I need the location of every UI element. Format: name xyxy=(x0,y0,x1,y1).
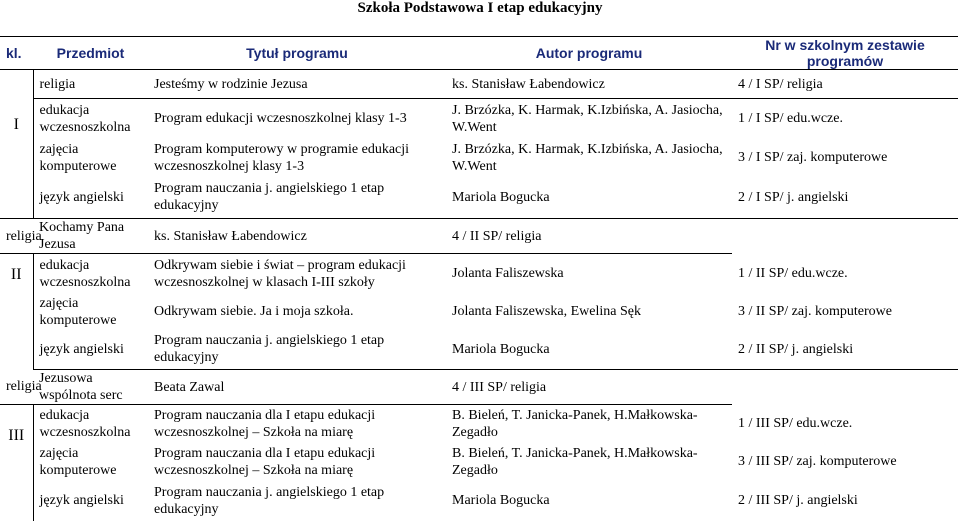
author-cell: Jolanta Faliszewska, Ewelina Sęk xyxy=(452,304,641,319)
title-cell: Odkrywam siebie. Ja i moja szkoła. xyxy=(154,304,354,319)
religion-row xyxy=(0,370,958,405)
author-cell: Beata Zawal xyxy=(148,370,446,405)
author-cell: Jolanta Faliszewska xyxy=(452,266,564,282)
number-cell: 2 / II SP/ j. angielski xyxy=(732,330,958,370)
subject-cell: edukacja wczesnoszkolna xyxy=(39,407,131,440)
class-label: III xyxy=(0,405,33,521)
table-row xyxy=(0,177,958,219)
table-row xyxy=(0,254,958,294)
table-row xyxy=(0,99,958,139)
author-cell: Mariola Bogucka xyxy=(446,330,732,370)
author-cell: B. Bieleń, T. Janicka-Panek, H.Małkowska-Zegadło xyxy=(452,407,698,440)
author-cell: ks. Stanisław Łabendowicz xyxy=(446,70,732,99)
author-cell: J. Brzózka, K. Harmak, K.Izbińska, A. Jasiocha, W.Went xyxy=(452,102,723,135)
subject-cell: religia xyxy=(0,219,33,254)
subject-cell: język angielski xyxy=(39,493,124,508)
number-cell: 3 / II SP/ zaj. komputerowe xyxy=(738,304,892,319)
header-subject: Przedmiot xyxy=(56,45,125,61)
title-cell: Program edukacji wczesnoszkolnej klasy 1-3 xyxy=(154,111,407,127)
number-cell: 3 / I SP/ zaj. komputerowe xyxy=(738,150,888,165)
author-cell: ks. Stanisław Łabendowicz xyxy=(148,219,446,254)
table-row xyxy=(0,443,958,481)
table-row xyxy=(0,139,958,177)
title-cell: Program nauczania dla I etapu edukacji wczesnoszkolnej – Szkoła na miarę xyxy=(154,445,376,478)
number-cell: 2 / I SP/ j. angielski xyxy=(732,177,958,219)
subject-cell: język angielski xyxy=(33,330,148,370)
religion-row xyxy=(0,219,958,254)
number-cell: 1 / I SP/ edu.wcze. xyxy=(738,111,843,127)
subject-cell: religia xyxy=(33,70,148,99)
class-label: I xyxy=(0,70,33,219)
table-row xyxy=(0,481,958,521)
author-cell: Mariola Bogucka xyxy=(446,177,732,219)
subject-cell: zajęcia komputerowe xyxy=(39,141,117,174)
subject-cell: zajęcia komputerowe xyxy=(39,295,117,328)
table-row xyxy=(0,330,958,370)
subject-cell: religia xyxy=(0,370,33,405)
title-cell: Program nauczania j. angielskiego 1 etap edukacyjny xyxy=(148,177,446,219)
subject-cell: język angielski xyxy=(33,177,148,219)
header-author: Autor programu xyxy=(535,45,643,61)
page-title: Szkoła Podstawowa I etap edukacyjny xyxy=(357,0,603,16)
number-cell: 4 / II SP/ religia xyxy=(446,219,732,254)
number-cell: 2 / III SP/ j. angielski xyxy=(738,493,858,508)
title-cell: Program komputerowy w programie edukacji wczesnoszkolnej klasy 1-3 xyxy=(154,141,410,174)
programs-table xyxy=(0,36,958,521)
header-class: kl. xyxy=(6,45,22,61)
author-cell: B. Bieleń, T. Janicka-Panek, H.Małkowska-Zegadło xyxy=(452,445,698,478)
header-number: Nr w szkolnym zestawie programów xyxy=(765,37,925,69)
number-cell: 1 / III SP/ edu.wcze. xyxy=(738,416,853,431)
title-cell: Program nauczania dla I etapu edukacji wczesnoszkolnej – Szkoła na miarę xyxy=(154,407,376,440)
number-cell: 4 / III SP/ religia xyxy=(446,370,732,405)
title-cell: Kochamy Pana Jezusa xyxy=(33,219,148,254)
title-cell: Jesteśmy w rodzinie Jezusa xyxy=(148,70,446,99)
class-label: II xyxy=(0,254,33,370)
subject-cell: edukacja wczesnoszkolna xyxy=(39,102,131,135)
title-cell: Program nauczania j. angielskiego 1 etap edukacyjny xyxy=(148,330,446,370)
author-cell: J. Brzózka, K. Harmak, K.Izbińska, A. Jasiocha, W.Went xyxy=(452,141,723,174)
header-title: Tytuł programu xyxy=(246,45,348,61)
religion-row xyxy=(0,70,958,99)
title-cell: Program nauczania j. angielskiego 1 etap edukacyjny xyxy=(154,484,385,517)
subject-cell: edukacja wczesnoszkolna xyxy=(39,257,131,290)
number-cell: 4 / I SP/ religia xyxy=(732,70,958,99)
table-row xyxy=(0,294,958,330)
author-cell: Mariola Bogucka xyxy=(452,493,550,508)
title-cell: Jezusowa wspólnota serc xyxy=(33,370,148,405)
table-row xyxy=(0,405,958,443)
subject-cell: zajęcia komputerowe xyxy=(39,445,117,478)
number-cell: 3 / III SP/ zaj. komputerowe xyxy=(738,454,897,469)
title-cell: Odkrywam siebie i świat – program edukacji wczesnoszkolnej w klasach I-III szkoły xyxy=(154,257,406,290)
number-cell: 1 / II SP/ edu.wcze. xyxy=(738,266,848,281)
header-row xyxy=(0,37,958,70)
